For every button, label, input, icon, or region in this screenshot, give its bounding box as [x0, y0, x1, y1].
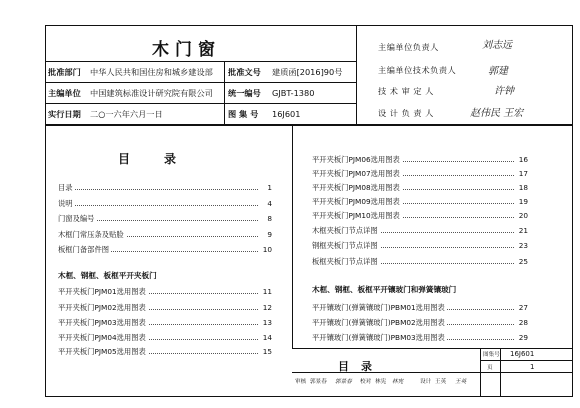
atlas-no-value: 16J601: [272, 109, 301, 119]
toc-item-label: 平开镶玻门(弹簧镶玻门)PBM01选用图表: [312, 303, 445, 312]
reviewer-signature: 郭景春: [335, 379, 352, 385]
toc-item[interactable]: [312, 210, 528, 221]
toc-item-label: 平开夹板门PJM05选用图表: [58, 347, 146, 356]
toc-item[interactable]: [58, 317, 272, 328]
header-vertical-divider: [356, 25, 357, 124]
toc-item[interactable]: [58, 198, 272, 209]
toc-item-page: 28: [514, 317, 528, 328]
toc-item-page: 13: [258, 317, 272, 328]
toc-item[interactable]: [312, 240, 528, 251]
toc-item-page: 19: [514, 196, 528, 207]
dot-leader: [58, 189, 258, 190]
toc-item-label: 目录: [58, 183, 73, 192]
title-block-divider: [480, 348, 481, 397]
dot-leader: [58, 205, 258, 206]
effective-date-value: 二○一六年六月一日: [90, 109, 163, 119]
checker-name: 林宪: [375, 379, 387, 385]
toc-item[interactable]: [312, 225, 528, 236]
atlas-title: 木门窗: [152, 40, 221, 60]
toc-item-page: 10: [258, 244, 272, 255]
editor-unit-value: 中国建筑标准设计研究院有限公司: [90, 88, 213, 98]
approval-doc-label: 批准文号: [228, 67, 261, 77]
toc-heading: 目录: [118, 152, 211, 166]
title-block-page-value: 1: [530, 363, 535, 371]
toc-item[interactable]: [312, 196, 528, 207]
toc-item[interactable]: [312, 332, 528, 343]
toc-item-label: 平开夹板门PJM07选用图表: [312, 169, 400, 178]
approval-dept-value: 中华人民共和国住房和城乡建设部: [90, 67, 213, 77]
unified-no-value: GJBT-1380: [272, 88, 315, 98]
chief-tech-leader-label: 主编单位技术负责人: [378, 65, 457, 75]
title-block-atlas-value: 16J601: [510, 350, 535, 358]
toc-item-page: 14: [258, 332, 272, 343]
toc-item[interactable]: [312, 302, 528, 313]
checker-signature: 林宪: [392, 379, 404, 385]
header-divider: [45, 124, 573, 126]
toc-item[interactable]: [58, 229, 272, 240]
toc-item-page: 17: [514, 168, 528, 179]
toc-item-label: 木框夹板门节点详图: [312, 226, 378, 235]
toc-item-label: 木框门常压条及贴脸: [58, 230, 124, 239]
tech-reviewer-signature: 许钟: [494, 86, 514, 97]
toc-item-label: 平开夹板门PJM10选用图表: [312, 211, 400, 220]
meta-row-divider-2: [45, 103, 356, 104]
toc-column-divider: [292, 124, 293, 348]
toc-item-label: 平开夹板门PJM08选用图表: [312, 183, 400, 192]
toc-item-label: 平开夹板门PJM01选用图表: [58, 287, 146, 296]
effective-date-label: 实行日期: [48, 109, 81, 119]
toc-item[interactable]: [58, 182, 272, 193]
toc-item[interactable]: [58, 213, 272, 224]
toc-item-label: 说明: [58, 199, 73, 208]
toc-item[interactable]: [312, 256, 528, 267]
toc-item-label: 平开镶玻门(弹簧镶玻门)PBM03选用图表: [312, 333, 445, 342]
chief-unit-leader-signature: 刘志远: [482, 40, 512, 51]
toc-item-page: 20: [514, 210, 528, 221]
toc-item-page: 18: [514, 182, 528, 193]
toc-item-page: 11: [258, 286, 272, 297]
toc-item-label: 平开夹板门PJM09选用图表: [312, 197, 400, 206]
designer-name: 王英: [435, 379, 447, 385]
toc-item[interactable]: [312, 168, 528, 179]
approval-dept-label: 批准部门: [48, 67, 81, 77]
reviewer-name: 郭景春: [310, 379, 327, 385]
toc-item-page: 15: [258, 346, 272, 357]
title-block-mid-line: [292, 372, 573, 373]
toc-item-label: 板框夹板门节点详图: [312, 257, 378, 266]
toc-item[interactable]: [312, 182, 528, 193]
toc-item-label: 平开夹板门PJM03选用图表: [58, 318, 146, 327]
unified-no-label: 统一编号: [228, 88, 261, 98]
toc-item-label: 平开夹板门PJM02选用图表: [58, 303, 146, 312]
title-block-atlas-label: 图集号: [483, 352, 500, 358]
toc-item[interactable]: [58, 332, 272, 343]
toc-item-page: 4: [258, 198, 272, 209]
approval-doc-value: 建质函[2016]90号: [272, 67, 343, 77]
toc-item[interactable]: [312, 317, 528, 328]
toc-item-page: 27: [514, 302, 528, 313]
toc-item-page: 9: [258, 229, 272, 240]
toc-item-page: 29: [514, 332, 528, 343]
toc-section-heading: 木框、钢框、板框平开镶玻门和弹簧镶玻门: [312, 285, 457, 294]
title-block-right-mid: [480, 360, 573, 361]
design-label: 设计: [420, 379, 432, 385]
title-block-divider: [500, 348, 501, 397]
chief-tech-leader-signature: 郭建: [488, 66, 508, 77]
toc-item-page: 23: [514, 240, 528, 251]
toc-item-label: 板框门备部件图: [58, 245, 110, 254]
toc-item[interactable]: [58, 286, 272, 297]
designer-signature: 王英: [455, 379, 467, 385]
toc-item[interactable]: [58, 302, 272, 313]
toc-item-page: 16: [514, 154, 528, 165]
toc-item-label: 平开镶玻门(弹簧镶玻门)PBM02选用图表: [312, 318, 445, 327]
design-leader-signature: 赵伟民 王宏: [470, 108, 524, 119]
toc-section-heading: 木框、钢框、板框平开夹板门: [58, 271, 157, 280]
chief-unit-leader-label: 主编单位负责人: [378, 42, 439, 52]
review-label: 审核: [295, 379, 307, 385]
meta-column-divider: [224, 61, 225, 124]
title-row-divider: [45, 61, 356, 62]
toc-item-label: 平开夹板门PJM06选用图表: [312, 155, 400, 164]
toc-item-label: 平开夹板门PJM04选用图表: [58, 333, 146, 342]
title-block-page-label: 页: [487, 365, 493, 371]
title-block-title: 目录: [338, 360, 384, 373]
tech-reviewer-label: 技 术 审 定 人: [378, 86, 434, 96]
toc-item-page: 12: [258, 302, 272, 313]
atlas-no-label: 图 集 号: [228, 109, 259, 119]
toc-item-page: 8: [258, 213, 272, 224]
toc-item[interactable]: [312, 154, 528, 165]
toc-item[interactable]: [58, 244, 272, 255]
editor-unit-label: 主编单位: [48, 88, 81, 98]
toc-item-page: 21: [514, 225, 528, 236]
design-leader-label: 设 计 负 责 人: [378, 108, 434, 118]
toc-item-label: 钢框夹板门节点详图: [312, 241, 378, 250]
toc-item-page: 1: [258, 182, 272, 193]
toc-item[interactable]: [58, 346, 272, 357]
meta-row-divider-1: [45, 82, 356, 83]
check-label: 校对: [360, 379, 372, 385]
toc-item-label: 门窗及编号: [58, 214, 95, 223]
toc-item-page: 25: [514, 256, 528, 267]
